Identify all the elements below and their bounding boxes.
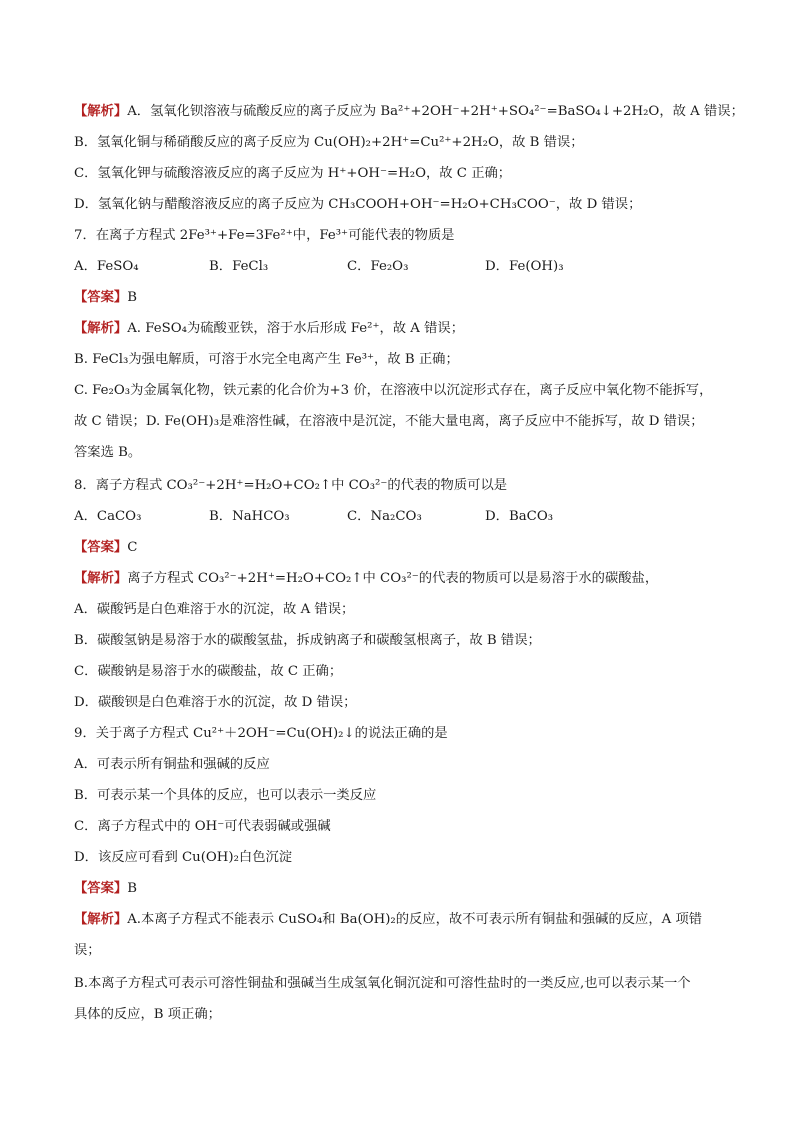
q7-answer	[74, 288, 734, 308]
q9-analysis-1	[74, 910, 734, 930]
q7-analysis-5: 答案选 B。	[74, 445, 142, 460]
analysis-line-b: B．氢氧化铜与稀硝酸反应的离子反应为 Cu(OH)₂+2H⁺=Cu²⁺+2H₂O，故 B 错误；	[74, 135, 584, 150]
analysis-line-a	[74, 102, 744, 122]
q7-analysis-3: C. Fe₂O₃为金属氧化物，铁元素的化合价为+3 价，在溶液中以沉淀形式存在，离子反应中氧化物不能拆写，	[74, 383, 713, 398]
q9-option-a: A．可表示所有铜盐和强碱的反应	[74, 757, 270, 772]
question-8: 8．离子方程式 CO₃²⁻+2H⁺=H₂O+CO₂↑中 CO₃²⁻的代表的物质可以是	[74, 478, 508, 493]
q7-option-a: A．FeSO₄	[74, 259, 139, 274]
q8-analysis-1	[74, 569, 734, 589]
q7-analysis-2: B. FeCl₃为强电解质，可溶于水完全电离产生 Fe³⁺，故 B 正确；	[74, 352, 459, 367]
analysis-line-d: D．氢氧化钠与醋酸溶液反应的离子反应为 CH₃COOH+OH⁻=H₂O+CH₃COO⁻，故 D 错误；	[74, 197, 642, 212]
question-7: 7．在离子方程式 2Fe³⁺+Fe=3Fe²⁺中，Fe³⁺可能代表的物质是	[74, 228, 455, 243]
answer-label: 【答案】	[74, 540, 128, 555]
q8-analysis-3: B．碳酸氢钠是易溶于水的碳酸氢盐，拆成钠离子和碳酸氢根离子，故 B 错误；	[74, 633, 541, 648]
analysis-label: 【解析】	[74, 321, 128, 336]
q8-answer	[74, 538, 734, 558]
q8-option-c: C．Na₂CO₃	[347, 509, 422, 524]
answer-label: 【答案】	[74, 881, 128, 896]
q9-analysis-4: 具体的反应，B 项正确；	[74, 1007, 221, 1022]
analysis-label: 【解析】	[74, 912, 128, 927]
analysis-text: 离子方程式 CO₃²⁻+2H⁺=H₂O+CO₂↑中 CO₃²⁻的代表的物质可以是易溶于水的碳酸盐，	[127, 571, 659, 586]
analysis-text: A．氢氧化钡溶液与硫酸反应的离子反应为 Ba²⁺+2OH⁻+2H⁺+SO₄²⁻=BaSO₄↓+2H₂O，故 A 错误；	[127, 104, 744, 119]
q9-option-c: C．离子方程式中的 OH⁻可代表弱碱或强碱	[74, 819, 331, 834]
q9-analysis-2: 误；	[74, 943, 101, 958]
q9-analysis-3: B.本离子方程式可表示可溶性铜盐和强碱当生成氢氧化铜沉淀和可溶性盐时的一类反应,也可以表示某一个	[74, 976, 691, 991]
q7-analysis-1	[74, 319, 734, 339]
analysis-text: A.本离子方程式不能表示 CuSO₄和 Ba(OH)₂的反应，故不可表示所有铜盐和强碱的反应，A 项错	[127, 912, 703, 927]
answer-value: B	[127, 290, 137, 305]
q8-analysis-4: C．碳酸钠是易溶于水的碳酸盐，故 C 正确；	[74, 664, 343, 679]
analysis-label: 【解析】	[74, 571, 128, 586]
q9-answer	[74, 879, 734, 899]
answer-value: C	[127, 540, 138, 555]
analysis-line-c: C．氢氧化钾与硫酸溶液反应的离子反应为 H⁺+OH⁻=H₂O，故 C 正确；	[74, 166, 512, 181]
q8-analysis-5: D．碳酸钡是白色难溶于水的沉淀，故 D 错误；	[74, 695, 357, 710]
q9-option-b: B．可表示某一个具体的反应，也可以表示一类反应	[74, 788, 377, 803]
q8-option-a: A．CaCO₃	[74, 509, 142, 524]
question-9: 9．关于离子方程式 Cu²⁺＋2OH⁻=Cu(OH)₂↓的说法正确的是	[74, 726, 448, 741]
q7-option-d: D．Fe(OH)₃	[485, 259, 564, 274]
q7-analysis-4: 故 C 错误；D. Fe(OH)₃是难溶性碱，在溶液中是沉淀，不能大量电离，离子反应中不能拆写，故 D 错误；	[74, 414, 704, 429]
q8-option-d: D．BaCO₃	[485, 509, 554, 524]
q7-option-c: C．Fe₂O₃	[347, 259, 409, 274]
q8-analysis-2: A．碳酸钙是白色难溶于水的沉淀，故 A 错误；	[74, 602, 355, 617]
answer-value: B	[127, 881, 137, 896]
q9-option-d: D．该反应可看到 Cu(OH)₂白色沉淀	[74, 850, 293, 865]
analysis-label: 【解析】	[74, 104, 128, 119]
analysis-text: A. FeSO₄为硫酸亚铁，溶于水后形成 Fe²⁺，故 A 错误；	[127, 321, 464, 336]
answer-label: 【答案】	[74, 290, 128, 305]
q7-option-b: B．FeCl₃	[209, 259, 269, 274]
q8-option-b: B．NaHCO₃	[209, 509, 290, 524]
